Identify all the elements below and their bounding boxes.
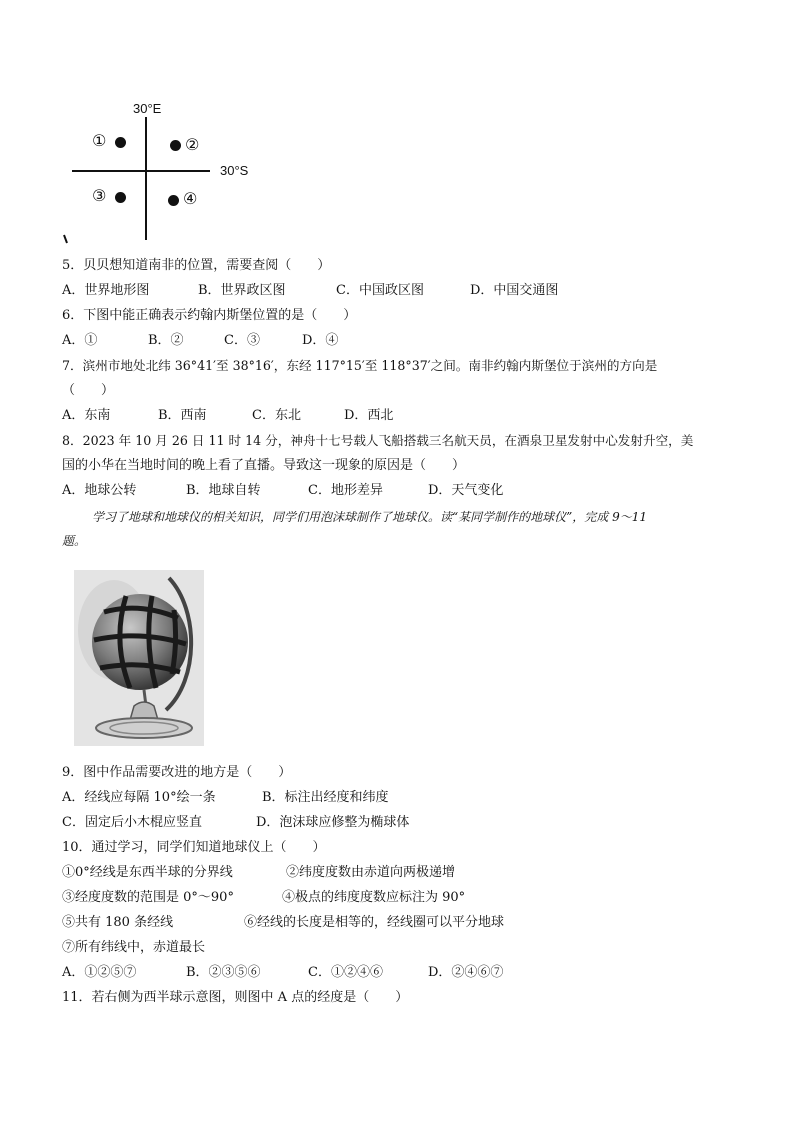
q10-option-d: D．②④⑥⑦: [428, 965, 504, 980]
point-2-dot: [170, 140, 181, 151]
q5-option-d: D．中国交通图: [470, 283, 559, 298]
q5-option-a: A．世界地形图: [62, 283, 150, 298]
q7-option-a: A．东南: [62, 408, 111, 423]
q5-option-b: B．世界政区图: [198, 283, 286, 298]
q5-stem: 5．贝贝想知道南非的位置，需要查阅（ ）: [62, 258, 331, 273]
q7-option-b: B．西南: [158, 408, 207, 423]
q10-statement-7: ⑦所有纬线中，赤道最长: [62, 940, 206, 955]
point-4-label: ④: [183, 189, 198, 208]
q7-stem-line1: 7．滨州市地处北纬 36°41′至 38°16′，东经 117°15′至 118°37′之间。南非约翰内斯堡位于滨州的方向是: [62, 358, 658, 373]
q10-statement-6: ⑥经线的长度是相等的，经线圈可以平分地球: [244, 915, 505, 930]
q9-stem: 9．图中作品需要改进的地方是（ ）: [62, 765, 292, 780]
coordinate-diagram: [60, 95, 270, 245]
q9-option-d: D．泡沫球应修整为椭球体: [256, 815, 410, 830]
q8-stem-line1: 8．2023 年 10 月 26 日 11 时 14 分，神舟十七号载人飞船搭载三名航天员，在酒泉卫星发射中心发射升空，美: [62, 433, 694, 448]
q8-option-c: C．地形差异: [308, 483, 383, 498]
q8-option-b: B．地球自转: [186, 483, 261, 498]
intro-line1: 学习了地球和地球仪的相关知识，同学们用泡沫球制作了地球仪。读“某同学制作的地球仪”，完成 9～11: [92, 510, 647, 524]
q11-stem: 11．若右侧为西半球示意图，则图中 A 点的经度是（ ）: [62, 990, 409, 1005]
q9-option-a: A．经线应每隔 10°绘一条: [62, 790, 216, 805]
globe-image: [74, 570, 204, 746]
q9-option-c: C．固定后小木棍应竖直: [62, 815, 202, 830]
q10-option-a: A．①②⑤⑦: [62, 965, 137, 980]
q5-option-c: C．中国政区图: [336, 283, 424, 298]
point-2-label: ②: [185, 135, 200, 154]
meridian-label: 30°E: [133, 101, 162, 116]
q10-statement-3: ③经度度数的范围是 0°～90°: [62, 890, 234, 905]
point-3-dot: [115, 192, 126, 203]
q7-option-d: D．西北: [344, 408, 394, 423]
q6-option-d: D．④: [302, 333, 339, 348]
q6-option-c: C．③: [224, 333, 260, 348]
q10-statement-2: ②纬度度数由赤道向两极递增: [286, 865, 456, 880]
q8-option-a: A．地球公转: [62, 483, 137, 498]
q10-statement-5: ⑤共有 180 条经线: [62, 915, 174, 930]
globe-drawing: [74, 570, 204, 746]
q8-option-d: D．天气变化: [428, 483, 504, 498]
q10-option-b: B．②③⑤⑥: [186, 965, 261, 980]
q9-option-b: B．标注出经度和纬度: [262, 790, 389, 805]
point-1-dot: [115, 137, 126, 148]
q10-statement-4: ④极点的纬度度数应标注为 90°: [282, 890, 466, 905]
q7-option-c: C．东北: [252, 408, 301, 423]
q10-stem: 10．通过学习，同学们知道地球仪上（ ）: [62, 840, 326, 855]
q7-stem-line2: （ ）: [62, 383, 115, 398]
point-1-label: ①: [92, 131, 107, 150]
q10-statement-1: ①0°经线是东西半球的分界线: [62, 865, 233, 880]
q6-option-b: B．②: [148, 333, 184, 348]
q6-option-a: A．①: [62, 333, 98, 348]
point-3-label: ③: [92, 186, 107, 205]
point-4-dot: [168, 195, 179, 206]
q10-option-c: C．①②④⑥: [308, 965, 383, 980]
q8-stem-line2: 国的小华在当地时间的晚上看了直播。导致这一现象的原因是（ ）: [62, 458, 466, 473]
intro-line2: 题。: [62, 534, 87, 548]
parallel-label: 30°S: [220, 163, 249, 178]
q6-stem: 6．下图中能正确表示约翰内斯堡位置的是（ ）: [62, 308, 357, 323]
